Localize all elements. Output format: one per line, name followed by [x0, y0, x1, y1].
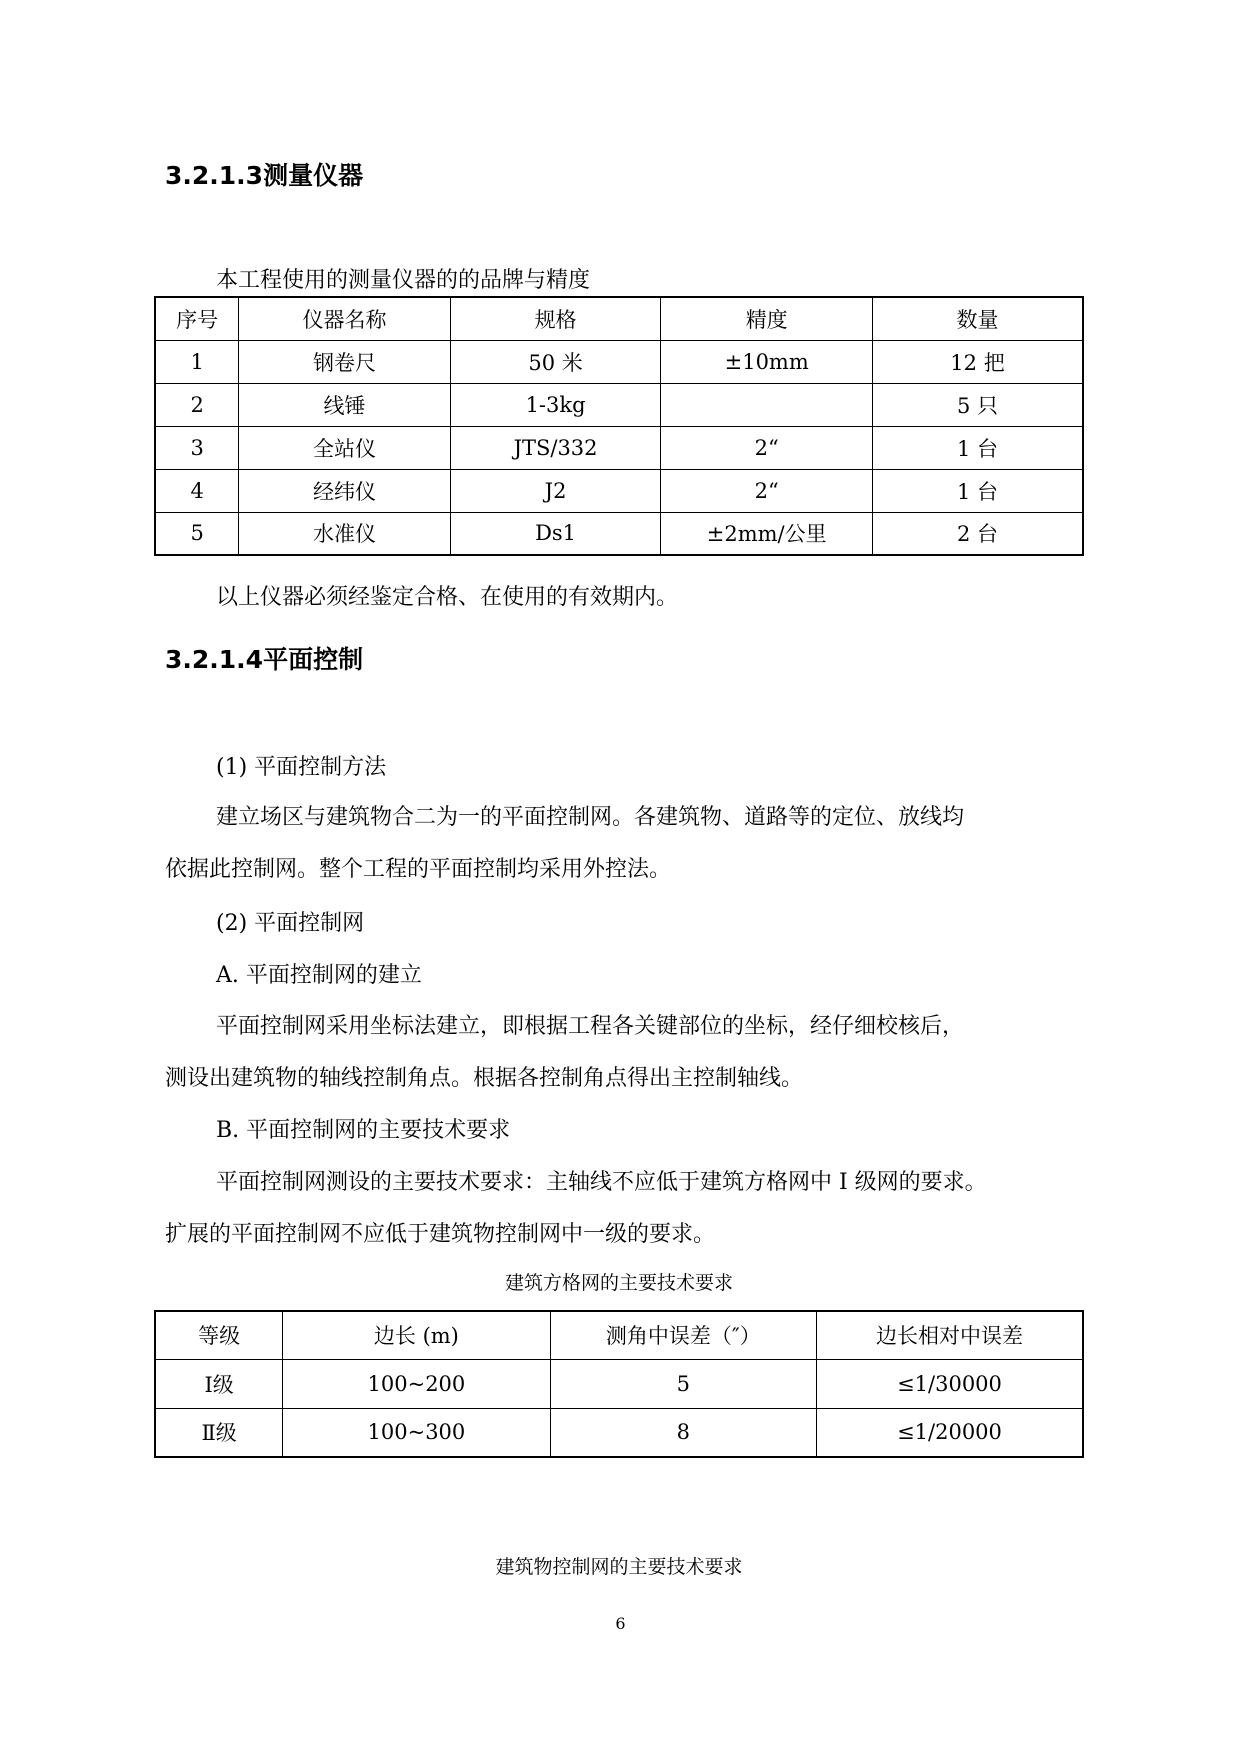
header-cell: 仪器名称 [239, 297, 450, 340]
table-row [155, 512, 1083, 555]
header-cell: 序号 [155, 297, 239, 340]
section-heading-plane-control: 3.2.1.4平面控制 [165, 645, 364, 674]
table-cell: 100~300 [283, 1408, 550, 1457]
paragraph: A. 平面控制网的建立 [216, 963, 422, 988]
table-cell: J2 [450, 469, 661, 512]
table-row [155, 383, 1083, 426]
paragraph: 扩展的平面控制网不应低于建筑物控制网中一级的要求。 [165, 1222, 716, 1247]
table-caption: 建筑方格网的主要技术要求 [504, 1272, 733, 1294]
table-row [155, 340, 1083, 383]
next-table-caption: 建筑物控制网的主要技术要求 [495, 1556, 743, 1578]
table-cell: 5 [550, 1359, 816, 1408]
table-header-row [155, 297, 1083, 340]
table-cell: Ⅰ级 [155, 1359, 283, 1408]
instruments-note: 以上仪器必须经鉴定合格、在使用的有效期内。 [216, 585, 679, 610]
instruments-table [154, 296, 1084, 556]
table-cell: 4 [155, 469, 239, 512]
table-row [155, 426, 1083, 469]
table-cell: 1 台 [873, 426, 1084, 469]
table-cell: 2 台 [873, 512, 1084, 555]
table-cell: ±2mm/公里 [661, 512, 873, 555]
table-cell: 8 [550, 1408, 816, 1457]
table-cell: 50 米 [450, 340, 661, 383]
table-cell: ≤1/30000 [816, 1359, 1083, 1408]
header-cell: 边长 (m) [283, 1311, 550, 1359]
table-header-row [155, 1311, 1083, 1359]
table-row [155, 469, 1083, 512]
header-cell: 等级 [155, 1311, 283, 1359]
table-cell: 全站仪 [239, 426, 450, 469]
table-cell: 1 台 [873, 469, 1084, 512]
table-cell: 经纬仪 [239, 469, 450, 512]
header-cell: 规格 [450, 297, 661, 340]
grid-network-table [154, 1310, 1084, 1458]
header-cell: 精度 [661, 297, 873, 340]
table-cell: 3 [155, 426, 239, 469]
table-cell: Ⅱ级 [155, 1408, 283, 1457]
section-heading-instruments: 3.2.1.3测量仪器 [165, 161, 364, 190]
table-cell: 2“ [661, 469, 873, 512]
table-cell [661, 383, 873, 426]
table-row [155, 1359, 1083, 1408]
table-cell: 1-3kg [450, 383, 661, 426]
page-number: 6 [615, 1614, 626, 1633]
table-cell: ≤1/20000 [816, 1408, 1083, 1457]
paragraph: 建立场区与建筑物合二为一的平面控制网。各建筑物、道路等的定位、放线均 [216, 805, 965, 830]
header-cell: 测角中误差（″） [550, 1311, 816, 1359]
table-cell: 钢卷尺 [239, 340, 450, 383]
instruments-intro: 本工程使用的测量仪器的的品牌与精度 [216, 268, 591, 293]
table-cell: ±10mm [661, 340, 873, 383]
table-cell: JTS/332 [450, 426, 661, 469]
table-row [155, 1408, 1083, 1457]
table-cell: Ds1 [450, 512, 661, 555]
table-cell: 2 [155, 383, 239, 426]
header-cell: 数量 [873, 297, 1084, 340]
paragraph: (1) 平面控制方法 [216, 755, 387, 780]
table-cell: 5 只 [873, 383, 1084, 426]
table-cell: 5 [155, 512, 239, 555]
paragraph: 平面控制网采用坐标法建立，即根据工程各关键部位的坐标，经仔细校核后， [216, 1014, 965, 1039]
table-cell: 2“ [661, 426, 873, 469]
table-cell: 12 把 [873, 340, 1084, 383]
table-cell: 1 [155, 340, 239, 383]
table-cell: 100~200 [283, 1359, 550, 1408]
table-cell: 线锤 [239, 383, 450, 426]
paragraph: 平面控制网测设的主要技术要求：主轴线不应低于建筑方格网中 I 级网的要求。 [216, 1170, 987, 1195]
paragraph: 测设出建筑物的轴线控制角点。根据各控制角点得出主控制轴线。 [165, 1066, 804, 1091]
paragraph: B. 平面控制网的主要技术要求 [216, 1118, 511, 1143]
table-cell: 水准仪 [239, 512, 450, 555]
header-cell: 边长相对中误差 [816, 1311, 1083, 1359]
paragraph: 依据此控制网。整个工程的平面控制均采用外控法。 [165, 857, 672, 882]
paragraph: (2) 平面控制网 [216, 911, 365, 936]
